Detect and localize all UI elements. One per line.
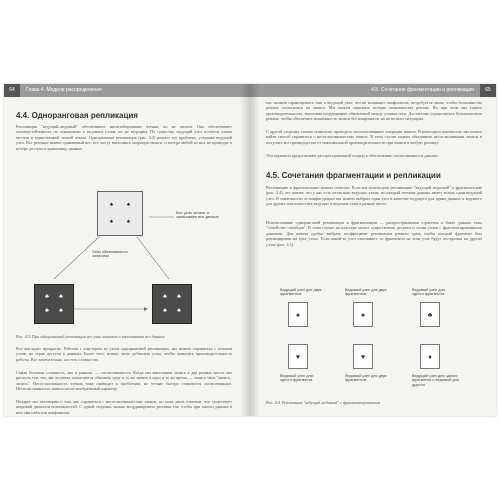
label-top-3: Ведомый узел для одного фрагмента (412, 288, 445, 297)
left-paragraph-4: Позднее мы поговорим о том, как справиться с несогласованностью записи, но пока лишь отметим, что существует широкий диапазон возможностей. С одной стороны, можно координировать реплики так, чтобы при записи данных в них они избегали конфликтов. (16, 399, 232, 415)
left-page-number: 64 (4, 84, 20, 97)
right-paragraph-2: С другой стороны, можно позволить проводить несогласованные операции записи. В некоторых контекстах мы можем найти способ справиться с несогласованностью записи. В этом случае можно объединить несогласованные записи и получить все преимущества от максимальной производительности при записи в любую реплику. (266, 129, 482, 145)
label-nodes-exchange: Узлы обмениваются записями (92, 250, 128, 259)
node-record-icon: ♣ (59, 294, 63, 300)
shard-card: ♦ (420, 344, 440, 369)
right-running-head: 4.5. Сочетания фрагментации и репликации (371, 87, 474, 93)
label-bottom-1: Ведомый узел для одного фрагмента (280, 374, 313, 383)
book-spread (4, 84, 496, 416)
node-record-icon: ♠ (109, 218, 114, 225)
right-paragraph-3: Эти варианты представляют распространенный подход к обеспечению согласованности данных. (266, 153, 439, 158)
shard-card: ♠ (288, 302, 308, 327)
left-paragraph-3: Самая большая сложность, как и раньше, — согласованность. Когда мы выполняем запись в два разных места, мы рискуем тем, что два человека попытаются обновить одну и ту же запись в одно и то же время, — запись типа "запись–запись". Несогласованность чтения тоже приводит к проблемам, но чтение быстро становится согласованным. Несогласованность записи носит необратимый характер. (16, 370, 232, 392)
left-paragraph-2: Все выглядит прекрасно. Работая с кластером из узлов одноранговой репликации, мы можем справиться с отказом узлов, не теряя доступа к данным. Более того, можно легко добавлять узлы, чтобы повысить производительность работы. Все замечательно, но есть сложности. (16, 346, 232, 362)
left-running-head: Глава 4. Модели распределения (26, 87, 102, 93)
node-record-icon: ♠ (126, 202, 131, 209)
node-record-icon: ♠ (126, 218, 131, 225)
label-all-nodes-read-write: Все узлы читают и записывают все данные (176, 211, 219, 220)
node-record-icon: ♣ (45, 308, 49, 314)
right-running-header (250, 84, 496, 97)
node-record-icon: ♣ (163, 294, 167, 300)
node-record-icon: ♣ (45, 294, 49, 300)
label-bottom-3: Ведущий узел для одного фрагмента и ведомый для другого (412, 374, 459, 387)
right-paragraph-5: Использование одноранговой репликации и фрагментации — распространенная стратегия в базах данных типа "семейство столбцов". В этом случае на кластере может существовать десятки и сотни узлов с фрагментированными данными. Для начала удобно выбрать коэффициент репликации равным трем, чтобы каждый фрагмент был реплицирован на трех узлах. Если какой-то узел отказывает, то фрагменты на этом узле будут построены на других узлах (рис. 4.5). (266, 220, 482, 247)
node-record-icon: ♠ (109, 202, 114, 209)
shard-card: ♣ (420, 302, 440, 327)
left-section-heading: 4.4. Одноранговая репликация (16, 111, 138, 120)
peer-node-right (152, 284, 192, 324)
node-record-icon: ♣ (59, 308, 63, 314)
right-page (250, 84, 496, 416)
left-paragraph-1: Репликация "ведущий–ведомый" обеспечивает масштабирование чтения, но не записи. Она обеспечивает отказоустойчивость по отношению к ведомым узлам, но не ведущим. По существу, ведущий узел остается узким местом и единственной точкой отказа. Одноранговая репликация (рис. 4.3) решает эту проблему, устраняя ведущий узел. Все реплики имеют одинаковый вес, все могут выполнять операции записи, и потеря любой из них не приводит к потере доступа к хранилищу данных. (16, 124, 232, 151)
shard-card: ♠ (353, 302, 373, 327)
label-bottom-2: Ведомый узел для двух фрагментов (345, 374, 387, 383)
shard-card: ♥ (353, 344, 373, 369)
right-paragraph-4: Репликацию и фрагментацию можно сочетать. Если мы используем репликацию "ведущий–ведомый" и фрагментацию (рис. 4.4), это значит, что у нас есть несколько ведущих узлов, но каждый элемент данных имеет только один ведущий узел. В зависимости от конфигурации мы можем выбрать один узел в качестве ведущего для одних данных и ведомого для других или поместить ведущие и ведомые узлы в разные места. (266, 185, 482, 207)
figure-4-3-caption: Рис. 4.3. При одноранговой репликации все узлы читают и записывают все данные (16, 334, 165, 339)
shard-card: ♥ (288, 344, 308, 369)
peer-node-top (97, 191, 143, 236)
peer-node-left (34, 284, 74, 324)
figure-4-4-caption: Рис. 4.4. Репликация "ведущий–ведомый" с фрагментированием (266, 400, 381, 405)
right-page-number: 65 (480, 84, 496, 97)
node-record-icon: ♣ (177, 308, 181, 314)
right-section-heading: 4.5. Сочетания фрагментации и репликации (266, 171, 441, 180)
node-record-icon: ♣ (163, 308, 167, 314)
left-page (4, 84, 250, 416)
node-record-icon: ♣ (177, 294, 181, 300)
label-top-2: Ведомый узел для двух фрагментов (345, 288, 387, 297)
label-top-1: Ведущий узел для двух фрагментов (280, 288, 322, 297)
right-paragraph-1: мы сможем гарантировать, как и ведущий узел, что не возникнет конфликтов, потребуется лишь, чтобы большинство реплик согласились на запись. Мы можем пережить потерю меньшинства реплик. Но при этом мы теряем производительность, выполняя координацию обновлений между узлами сети. Достаточно ограничиться большинством реплик, чтобы обеспечить возможность записи без конфликтов, но не во всех ситуациях. (266, 100, 482, 122)
